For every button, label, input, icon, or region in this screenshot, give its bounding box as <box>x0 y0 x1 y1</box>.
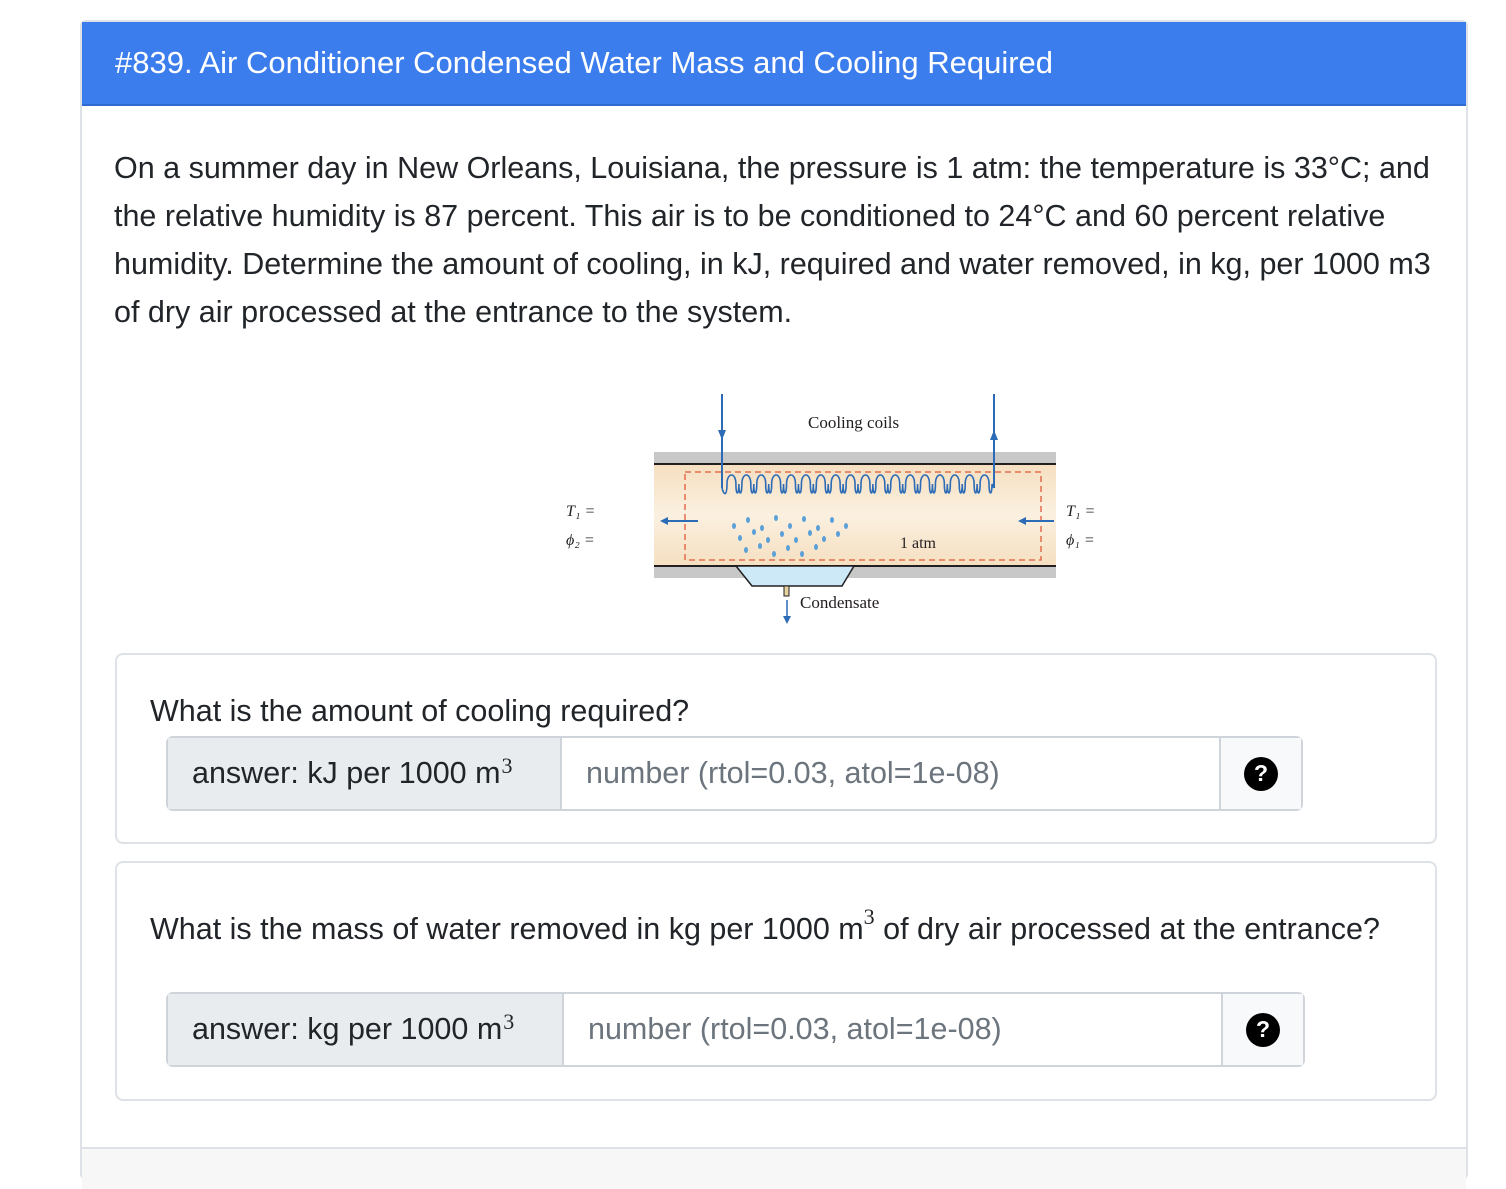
outlet-temperature-label: T₁ = <box>566 503 596 520</box>
water-droplet <box>788 523 792 529</box>
water-droplet <box>760 525 764 531</box>
water-droplet <box>774 515 778 521</box>
outlet-humidity-label: ϕ₂ = <box>566 532 595 549</box>
condensate-tray <box>736 566 854 586</box>
problem-body <box>82 144 1466 336</box>
water-droplet <box>822 536 826 542</box>
water-droplet <box>800 551 804 557</box>
answer-1-prefix: answer: kJ per 1000 m <box>192 756 501 790</box>
question-part-1 <box>115 653 1437 844</box>
cooling-coils-label: Cooling coils <box>808 413 900 432</box>
question-2-text <box>150 897 1390 953</box>
water-droplet <box>732 523 736 529</box>
inlet-humidity-label: ϕ₁ = <box>1066 532 1095 549</box>
question-mark-icon: ? <box>1246 1013 1280 1047</box>
next-card-edge <box>82 1147 1466 1189</box>
answer-2-prefix: answer: kg per 1000 m <box>192 1012 503 1046</box>
cooling-section-figure <box>472 368 1096 628</box>
problem-title: #839. Air Conditioner Condensed Water Mass and Cooling Required <box>82 22 1466 106</box>
question-part-2 <box>115 861 1437 1101</box>
water-droplet <box>786 545 790 551</box>
answer-1-units <box>168 738 562 809</box>
water-droplet <box>794 537 798 543</box>
water-droplet <box>802 516 806 522</box>
water-droplet <box>744 547 748 553</box>
water-droplet <box>808 530 812 536</box>
water-droplet <box>746 517 750 523</box>
water-droplet <box>814 544 818 550</box>
answer-2-units <box>168 994 564 1065</box>
inlet-temperature-label: T₁ = <box>1066 503 1096 520</box>
water-droplet <box>758 543 762 549</box>
problem-statement: On a summer day in New Orleans, Louisiana, the pressure is 1 atm: the temperature is 33°C; and the relative humidity is 87 percent. This air is to be conditioned to 24°C and 60 percent relative humidity. Determine the amount of cooling, in kJ, required and water removed, in kg, per 1000 m3 of dry air processed at the entrance to the system. <box>114 151 1431 329</box>
duct-bottom-wall <box>654 566 1056 578</box>
question-2-text-before: What is the mass of water removed in kg per 1000 m <box>150 912 864 947</box>
answer-1-help-button[interactable] <box>1219 738 1301 809</box>
condensate-label: Condensate <box>800 593 880 612</box>
duct-top-wall <box>654 452 1056 464</box>
water-droplet <box>816 525 820 531</box>
answer-1-exponent: 3 <box>501 752 513 778</box>
question-mark-icon: ? <box>1244 757 1278 791</box>
water-droplet <box>738 535 742 541</box>
water-droplet <box>772 551 776 557</box>
water-droplet <box>836 531 840 537</box>
answer-2-group <box>166 992 1305 1067</box>
question-2-text-after: of dry air processed at the entrance? <box>874 912 1380 947</box>
problem-card <box>80 20 1468 1180</box>
answer-1-group <box>166 736 1303 811</box>
water-droplet <box>766 537 770 543</box>
water-droplet <box>780 531 784 537</box>
question-1-text: What is the amount of cooling required? <box>150 694 690 728</box>
answer-2-exponent: 3 <box>503 1008 515 1034</box>
answer-2-help-button[interactable] <box>1221 994 1303 1065</box>
question-2-exponent: 3 <box>863 904 875 929</box>
cooling-diagram <box>472 368 1096 628</box>
water-droplet <box>830 517 834 523</box>
water-droplet <box>752 529 756 535</box>
water-droplet <box>844 523 848 529</box>
answer-2-input[interactable] <box>564 994 1221 1065</box>
answer-1-input[interactable] <box>562 738 1219 809</box>
pressure-label: 1 atm <box>900 535 936 552</box>
